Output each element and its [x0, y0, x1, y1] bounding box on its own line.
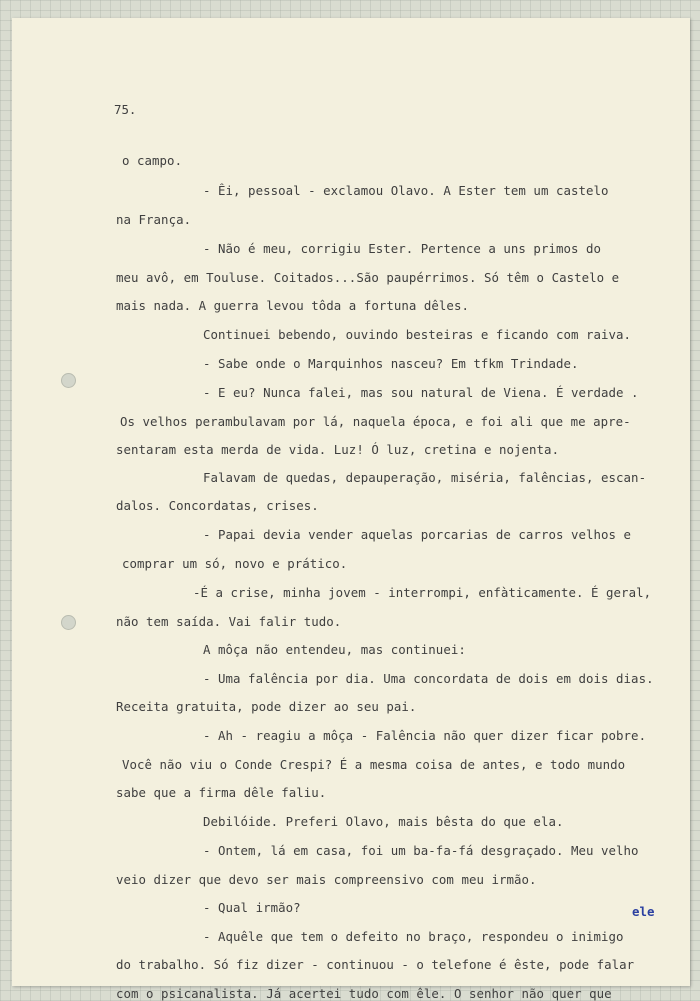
- text-line: na França.: [116, 212, 192, 227]
- text-line: - Aquêle que tem o defeito no braço, respondeu o inimigo: [203, 929, 624, 944]
- text-line: A môça não entendeu, mas continuei:: [203, 642, 466, 657]
- text-line: do trabalho. Só fiz dizer - continuou - o telefone é êste, pode falar: [116, 957, 635, 972]
- text-line: dalos. Concordatas, crises.: [116, 498, 319, 513]
- binder-hole-bottom: [61, 615, 76, 630]
- text-line: veio dizer que devo ser mais compreensivo com meu irmão.: [116, 872, 537, 887]
- text-line: - Ontem, lá em casa, foi um ba-fa-fá desgraçado. Meu velho: [203, 843, 639, 858]
- text-line: comprar um só, novo e prático.: [122, 556, 348, 571]
- text-line: sabe que a firma dêle faliu.: [116, 785, 327, 800]
- binder-hole-top: [61, 373, 76, 388]
- text-line: - Uma falência por dia. Uma concordata de dois em dois dias.: [203, 671, 654, 686]
- text-line: Receita gratuita, pode dizer ao seu pai.: [116, 699, 417, 714]
- text-line: sentaram esta merda de vida. Luz! Ó luz, cretina e nojenta.: [116, 442, 560, 457]
- text-line: meu avô, em Touluse. Coitados...São paupérrimos. Só têm o Castelo e: [116, 270, 620, 285]
- text-line: - Ah - reagiu a môça - Falência não quer dizer ficar pobre.: [203, 728, 647, 743]
- text-line: com o psicanalista. Já acertei tudo com êle. O senhor não quer que: [116, 986, 612, 1001]
- text-line: Você não viu o Conde Crespi? É a mesma coisa de antes, e todo mundo: [122, 757, 626, 772]
- text-line: Debilóide. Preferi Olavo, mais bêsta do que ela.: [203, 814, 564, 829]
- text-line: Os velhos perambulavam por lá, naquela época, e foi ali que me apre-: [120, 414, 631, 429]
- text-line: - Não é meu, corrigiu Ester. Pertence a uns primos do: [203, 241, 602, 256]
- text-line: não tem saída. Vai falir tudo.: [116, 614, 342, 629]
- text-line: o campo.: [122, 153, 183, 168]
- page-number: 75.: [114, 102, 137, 117]
- text-line: Continuei bebendo, ouvindo besteiras e ficando com raiva.: [203, 327, 632, 342]
- text-line: - E eu? Nunca falei, mas sou natural de Viena. É verdade .: [203, 385, 639, 400]
- text-line: - Qual irmão?: [203, 900, 301, 915]
- text-line: - Sabe onde o Marquinhos nasceu? Em tfkm Trindade.: [203, 356, 579, 371]
- typewritten-page: [12, 18, 690, 986]
- text-line: Falavam de quedas, depauperação, miséria, falências, escan-: [203, 470, 647, 485]
- text-line: mais nada. A guerra levou tôda a fortuna dêles.: [116, 298, 469, 313]
- text-line: - Êi, pessoal - exclamou Olavo. A Ester tem um castelo: [203, 183, 609, 198]
- text-line: -É a crise, minha jovem - interrompi, enfàticamente. É geral,: [193, 585, 652, 600]
- text-line: - Papai devia vender aquelas porcarias de carros velhos e: [203, 527, 632, 542]
- handwritten-ink-mark: ele: [632, 904, 655, 919]
